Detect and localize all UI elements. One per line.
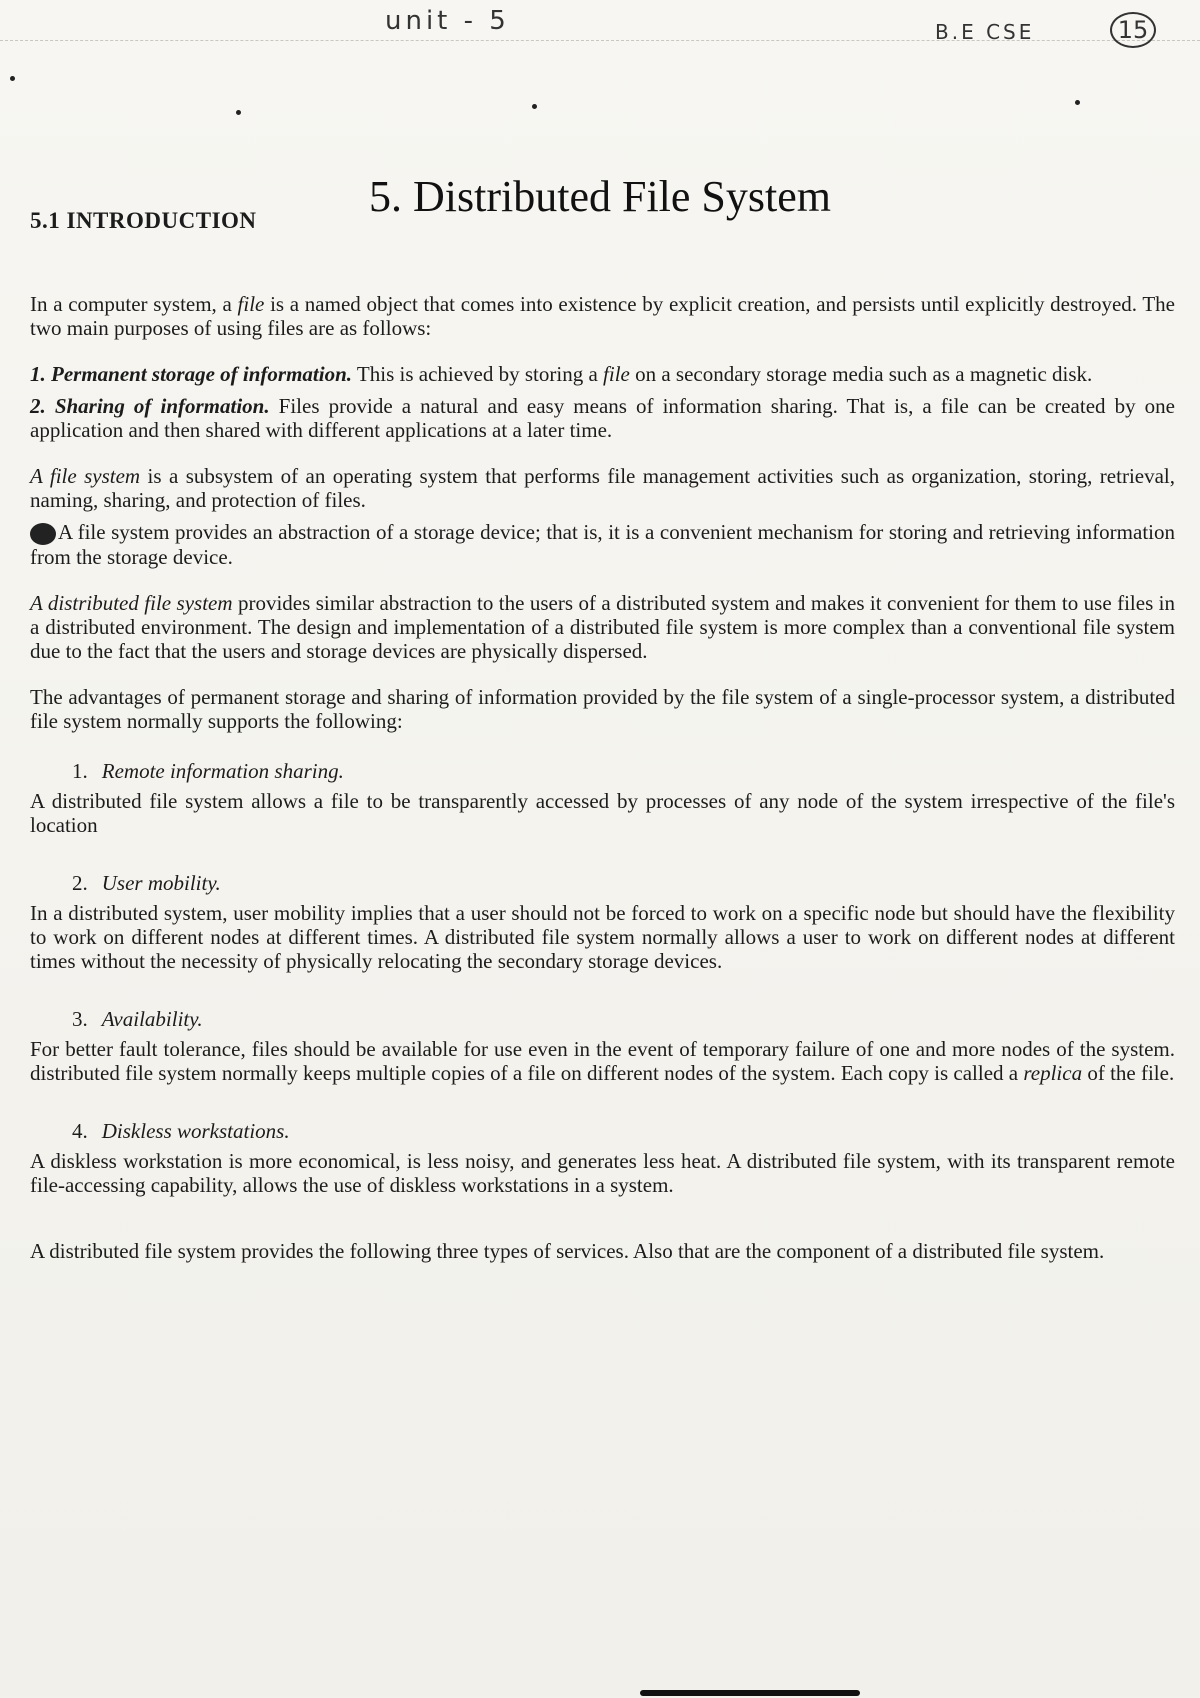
dfs-term: A distributed file system (30, 591, 233, 616)
purpose-item (30, 394, 1175, 442)
handwritten-class-note: B.E CSE (935, 20, 1035, 44)
scan-speck (532, 104, 537, 109)
purpose-file-term: file (603, 362, 630, 386)
advantage-heading (72, 1119, 1175, 1143)
advantage-heading (72, 1007, 1175, 1031)
services-intro: A distributed file system provides the following three types of services. Also that are the component of a distributed file system. (30, 1239, 1105, 1264)
file-system-abstraction (30, 520, 1175, 569)
scan-speck (10, 76, 15, 81)
advantage-title: User mobility. (101, 871, 221, 896)
document-body (30, 292, 1175, 1285)
purpose-text: This is achieved by storing a (352, 362, 604, 386)
advantage-text: A distributed file system allows a file to be transparently accessed by processes of any node of the system irrespective of the file's location (30, 789, 1175, 838)
scan-edge-mark (640, 1690, 860, 1696)
purpose-text-cont: on a secondary storage media such as a magnetic disk. (629, 362, 1093, 386)
file-system-text: is a subsystem of an operating system that performs file management activities such as organization, storing, retrieval, naming, sharing, and protection of files. (30, 464, 1176, 512)
advantage-body: For better fault tolerance, files should be available for use even in the event of temporary failure of one and more nodes of the system. distributed file system normally keeps multiple copies of a file on different nodes of the system. Each copy is called a (30, 1037, 1175, 1086)
purpose-text: Files provide a natural and easy means of information sharing. That is, a file can be created by one application and then shared with different applications at a later time. (30, 394, 1175, 442)
intro-file-term: file (237, 292, 265, 316)
advantage-number: 2. (72, 871, 88, 896)
scan-speck (1075, 100, 1080, 105)
scan-speck (236, 110, 241, 115)
handwritten-page-number: 15 (1110, 12, 1156, 48)
replica-term: replica (1023, 1061, 1083, 1086)
advantage-body-cont: of the file. (1082, 1061, 1175, 1086)
dfs-text: provides similar abstraction to the users of a distributed system and makes it convenient for them to use files in a distributed environment. The design and implementation of a distributed file system is more complex than a conventional file system due to the fact that the users and storage devices are physically dispersed. (30, 591, 1175, 664)
advantage-title: Remote information sharing. (101, 759, 344, 784)
advantage-heading (72, 759, 1175, 783)
dfs-definition (30, 591, 1175, 663)
purpose-label: 2. Sharing of information. (30, 394, 270, 418)
advantage-text (30, 901, 1175, 973)
file-system-abstraction-text: A file system provides an abstraction of a storage device; that is, it is a convenient mechanism for storing and retrieving information from the storage device. (30, 520, 1175, 570)
advantage-text: A diskless workstation is more economical, is less noisy, and generates less heat. A distributed file system, with its transparent remote file-accessing capability, allows the use of diskless workstations in a system. (30, 1149, 1175, 1198)
advantages-intro: The advantages of permanent storage and sharing of information provided by the file system of a single-processor system, a distributed file system normally supports the following: (30, 685, 1175, 734)
advantage-heading (72, 871, 1175, 895)
handwritten-unit-note: unit - 5 (385, 6, 510, 36)
purpose-label: 1. Permanent storage of information. (30, 362, 353, 386)
intro-paragraph (30, 292, 1175, 340)
advantage-number: 1. (72, 759, 88, 784)
scan-blot-icon (30, 523, 56, 545)
section-heading: 5.1 INTRODUCTION (30, 208, 257, 233)
intro-text-cont: is a named object that comes into existence by explicit creation, and persists until explicitly destroyed. The two main purposes of using files are as follows: (30, 292, 1176, 340)
advantage-text (30, 1037, 1175, 1085)
file-system-definition (30, 464, 1175, 512)
intro-text: In a computer system, a (30, 292, 238, 316)
advantage-body: In a distributed system, user mobility implies that a user should not be forced to work on a specific node but should have the flexibility to work on different nodes at different times. A distributed file system normally allows a user to work on different nodes at different times without the necessity of physically relocating the secondary storage devices. (30, 901, 1175, 974)
file-system-term: A file system (30, 464, 141, 488)
advantage-title: Diskless workstations. (101, 1119, 290, 1144)
advantage-number: 4. (72, 1119, 88, 1144)
page-title: 5. Distributed File System (369, 172, 831, 222)
advantage-number: 3. (72, 1007, 88, 1032)
advantage-title: Availability. (101, 1007, 203, 1032)
purpose-item (30, 362, 1175, 386)
